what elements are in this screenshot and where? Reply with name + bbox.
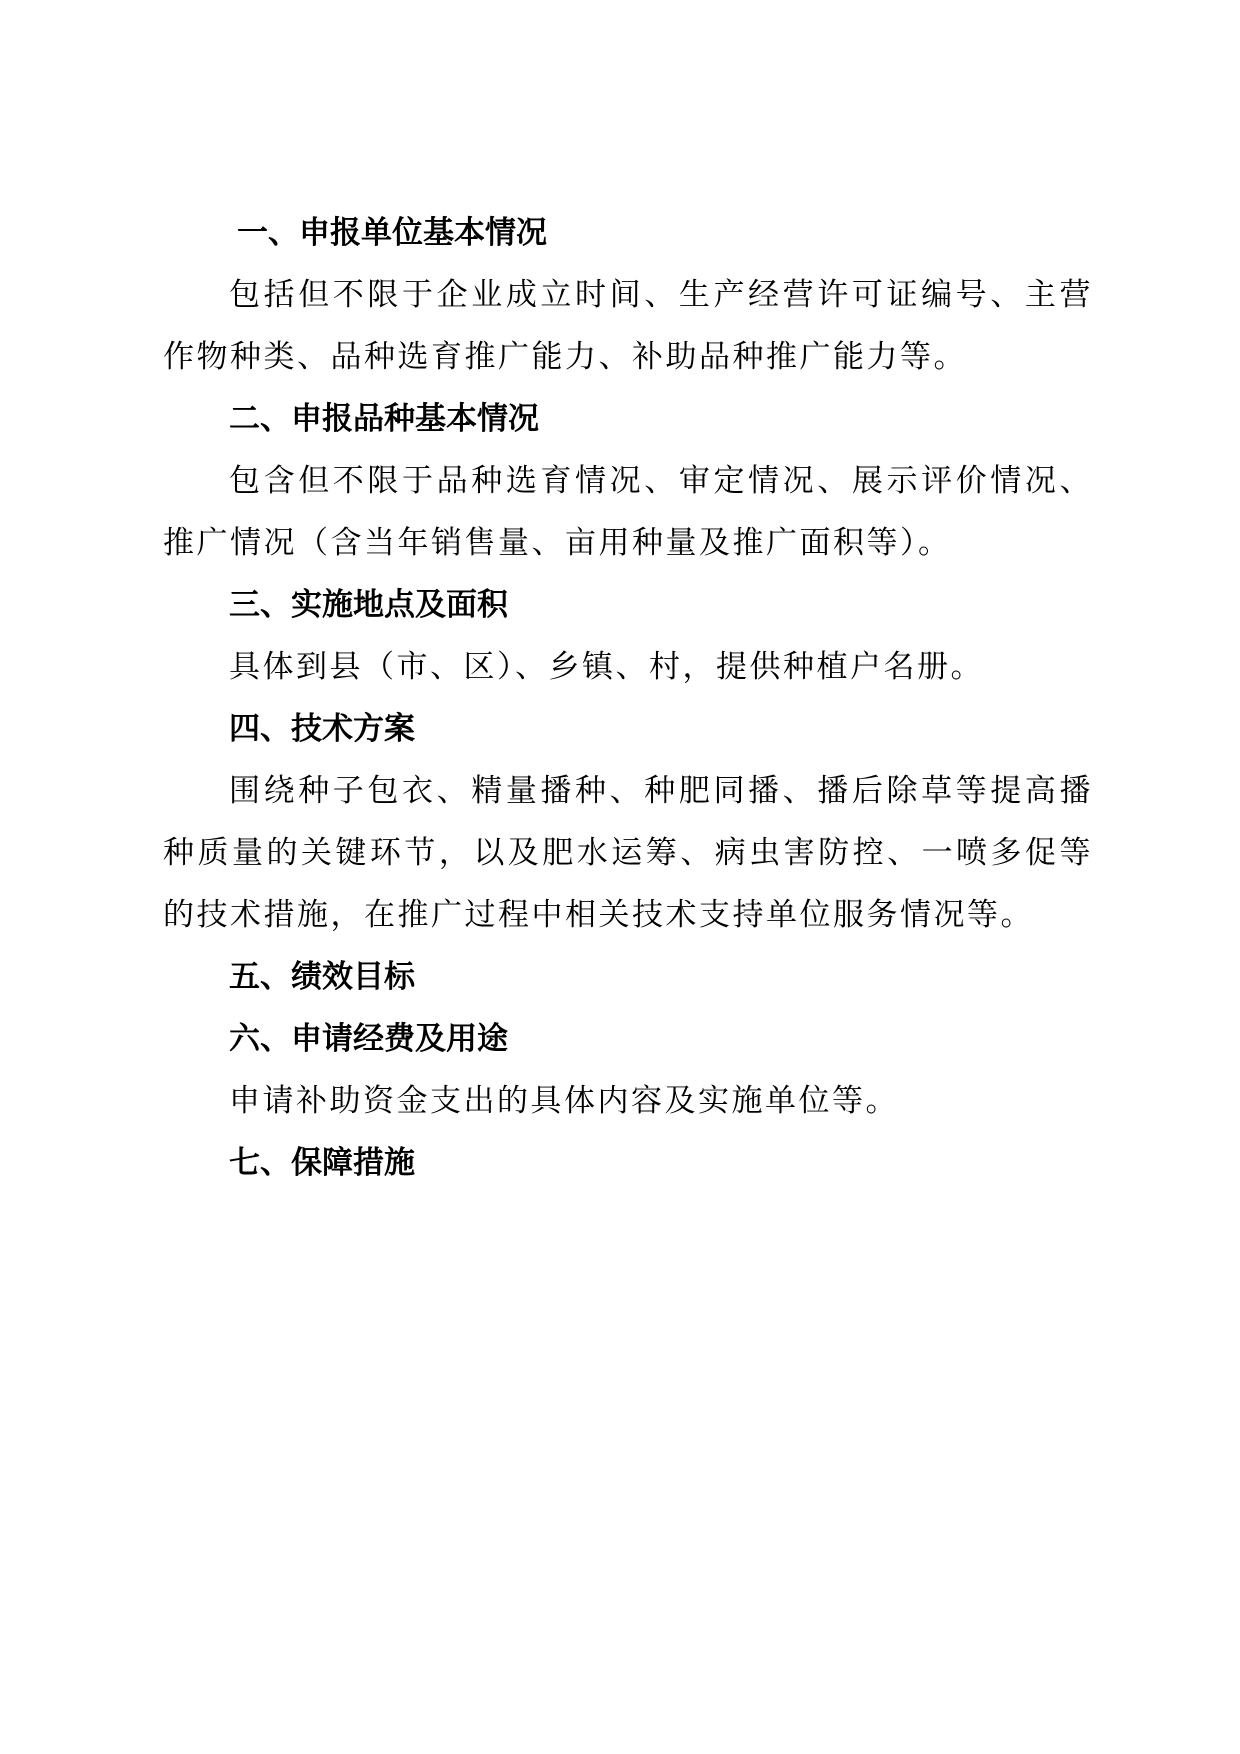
section-body-4: 围绕种子包衣、精量播种、种肥同播、播后除草等提高播种质量的关键环节，以及肥水运筹、病虫害防控、一喷多促等的技术措施，在推广过程中相关技术支持单位服务情况等。	[163, 773, 1093, 933]
document-content	[163, 202, 1093, 1194]
section-heading-7: 七、保障措施	[229, 1145, 415, 1181]
section-heading-5: 五、绩效目标	[229, 959, 415, 995]
section-heading-3: 三、实施地点及面积	[229, 587, 508, 623]
section-body-3: 具体到县（市、区）、乡镇、村，提供种植户名册。	[229, 649, 984, 685]
section-heading-2: 二、申报品种基本情况	[229, 401, 539, 437]
section-body-2: 包含但不限于品种选育情况、审定情况、展示评价情况、推广情况（含当年销售量、亩用种量及推广面积等）。	[163, 463, 1093, 561]
section-body-6: 申请补助资金支出的具体内容及实施单位等。	[229, 1083, 899, 1119]
section-heading-6: 六、申请经费及用途	[229, 1021, 508, 1057]
section-heading-4: 四、技术方案	[229, 711, 415, 747]
section-heading-1: 一、申报单位基本情况	[237, 215, 547, 251]
section-body-1: 包括但不限于企业成立时间、生产经营许可证编号、主营作物种类、品种选育推广能力、补助品种推广能力等。	[163, 277, 1093, 375]
